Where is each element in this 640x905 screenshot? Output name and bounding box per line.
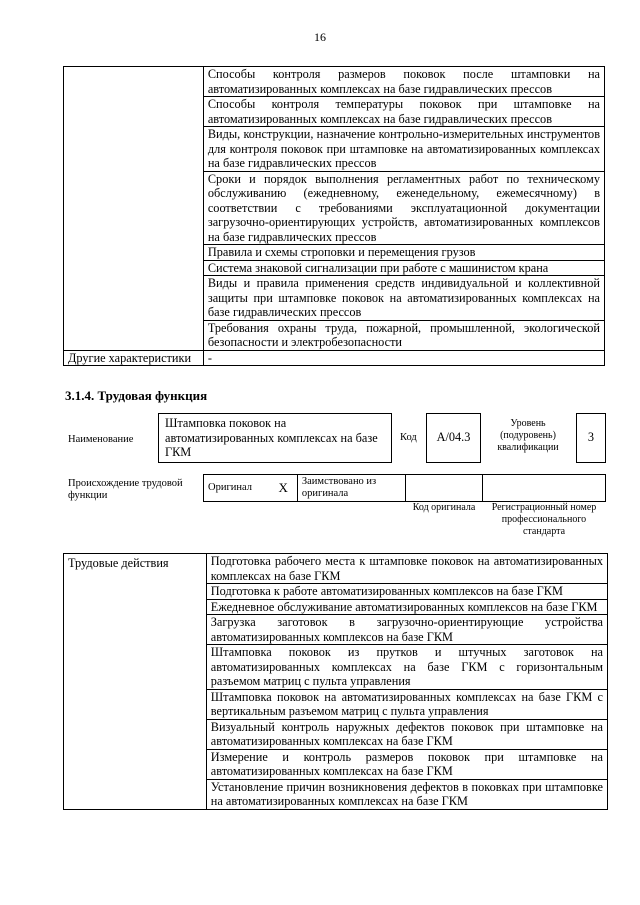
knowledge-item: Способы контроля температуры поковок при штамповке на автоматизированных комплексах на базе гидравлических прессов [203, 97, 604, 127]
action-item: Ежедневное обслуживание автоматизированных комплексов на базе ГКМ [206, 599, 607, 615]
action-item: Измерение и контроль размеров поковок при штамповке на автоматизированных комплексах на базе ГКМ [206, 749, 607, 779]
section-heading: 3.1.4. Трудовая функция [65, 388, 208, 403]
actions-label: Трудовые действия [64, 554, 207, 810]
action-item: Установление причин возникновения дефектов в поковках при штамповке на автоматизированных комплексах на базе ГКМ [206, 779, 607, 809]
action-item: Загрузка заготовок в загрузочно-ориентирующие устройства автоматизированных комплексов на базе ГКМ [206, 615, 607, 645]
reg-number-label: Регистрационный номер профессионального стандарта [491, 502, 597, 537]
knowledge-label-cell [64, 67, 204, 351]
actions-table [63, 553, 608, 810]
name-label: Наименование [68, 434, 134, 445]
action-item: Подготовка рабочего места к штамповке поковок на автоматизированных комплексах на базе ГКМ [206, 554, 607, 584]
original-label: Оригинал [204, 475, 270, 502]
origin-code-label: Код оригинала [412, 502, 476, 513]
knowledge-item: Система знаковой сигнализации при работе с машинистом крана [203, 260, 604, 276]
code-label: Код [400, 432, 417, 443]
knowledge-item: Способы контроля размеров поковок после штамповки на автоматизированных комплексах на базе гидравлических прессов [203, 67, 604, 97]
borrowed-label: Заимствовано из оригинала [297, 475, 405, 502]
level-box [576, 413, 606, 463]
code-value: A/04.3 [436, 430, 471, 444]
action-item: Штамповка поковок на автоматизированных комплексах на базе ГКМ с вертикальным разъемом матриц с пульта управления [206, 689, 607, 719]
code-box [426, 413, 481, 463]
origin-label: Происхождение трудовой функции [68, 478, 183, 501]
other-characteristics-label: Другие характеристики [64, 350, 204, 366]
page-number: 16 [314, 30, 326, 44]
original-mark: X [269, 475, 297, 502]
action-item: Визуальный контроль наружных дефектов поковок при штамповке на автоматизированных комплексах на базе ГКМ [206, 719, 607, 749]
action-item: Штамповка поковок из прутков и штучных заготовок на автоматизированных комплексах на базе ГКМ с горизонтальным разъемом матриц с пульта управления [206, 645, 607, 690]
function-name: Штамповка поковок на автоматизированных комплексах на базе ГКМ [165, 416, 378, 459]
knowledge-table [63, 66, 605, 366]
function-name-box [158, 413, 392, 463]
level-label: Уровень (подуровень) квалификации [497, 418, 559, 453]
level-value: 3 [587, 430, 595, 444]
origin-table [203, 474, 606, 502]
knowledge-item: Виды, конструкции, назначение контрольно-измерительных инструментов для контроля поковок при штамповке на автоматизированных комплексах на базе гидравлических прессов [203, 127, 604, 172]
action-item: Подготовка к работе автоматизированных комплексов на базе ГКМ [206, 584, 607, 600]
knowledge-item: Требования охраны труда, пожарной, промышленной, экологической безопасности и электробезопасности [203, 320, 604, 350]
other-characteristics-value: - [203, 350, 604, 366]
knowledge-item: Виды и правила применения средств индивидуальной и коллективной защиты при штамповке поковок на автоматизированных комплексах на базе гидравлических прессов [203, 276, 604, 321]
reg-number-cell [483, 475, 606, 502]
knowledge-item: Правила и схемы строповки и перемещения грузов [203, 245, 604, 261]
origin-code-cell [405, 475, 483, 502]
knowledge-item: Сроки и порядок выполнения регламентных работ по техническому обслуживанию (ежедневному, еженедельному, ежемесячному) в соответствии с требованиями эксплуатационной документации загрузочно-ориентирующих устройств, автоматизированных комплексов на базе гидравлических прессов [203, 171, 604, 245]
